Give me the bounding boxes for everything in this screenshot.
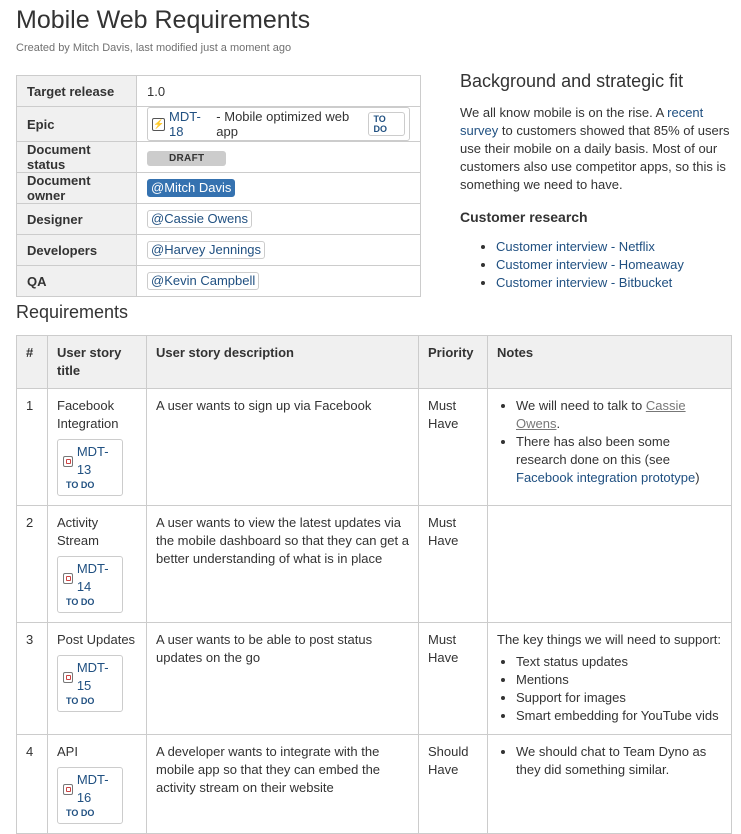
mention-kevin-campbell[interactable]: @Kevin Campbell — [147, 272, 259, 290]
interview-link-netflix[interactable]: Customer interview - Netflix — [496, 239, 655, 254]
status-badge: TO DO — [368, 112, 405, 136]
story-title-cell — [48, 506, 147, 623]
priority: Should Have — [419, 735, 488, 834]
prop-label: Developers — [17, 235, 137, 266]
mention-cassie-owens-link[interactable]: Cassie Owens — [516, 398, 686, 431]
mention-harvey-jennings[interactable]: @Harvey Jennings — [147, 241, 265, 259]
list-item — [496, 256, 684, 274]
prop-value — [137, 142, 421, 173]
jira-issue-card[interactable] — [57, 556, 123, 613]
background-paragraph — [460, 104, 735, 194]
priority: Must Have — [419, 389, 488, 506]
prop-label: Designer — [17, 204, 137, 235]
recent-survey-link[interactable]: recent survey — [460, 105, 704, 138]
column-header: # — [17, 336, 48, 389]
interview-link-homeaway[interactable]: Customer interview - Homeaway — [496, 257, 684, 272]
row-number: 4 — [17, 735, 48, 834]
issue-line — [63, 771, 117, 807]
customer-research-list — [478, 238, 684, 292]
prop-row-epic — [17, 107, 421, 142]
story-description: A developer wants to integrate with the mobile app so that they can embed the activity stream on their website — [147, 735, 419, 834]
background-heading: Background and strategic fit — [460, 71, 684, 91]
prop-value — [137, 173, 421, 204]
issue-line — [63, 659, 117, 695]
prop-label: Document owner — [17, 173, 137, 204]
row-number: 2 — [17, 506, 48, 623]
issue-key-link[interactable]: MDT-14 — [76, 561, 109, 594]
column-header: User story description — [147, 336, 419, 389]
column-header: User story title — [48, 336, 147, 389]
issue-key-link[interactable]: MDT-16 — [76, 772, 109, 805]
epic-key-link[interactable]: MDT-18 — [169, 109, 201, 139]
notes-cell — [488, 735, 732, 834]
epic-summary: - Mobile optimized web app — [216, 109, 350, 139]
list-item — [516, 397, 722, 433]
customer-research-heading: Customer research — [460, 209, 588, 225]
list-item — [496, 238, 684, 256]
prop-value — [137, 235, 421, 266]
priority: Must Have — [419, 623, 488, 735]
note-text: . — [556, 416, 561, 431]
list-item — [496, 274, 684, 292]
jira-issue-card[interactable] — [57, 767, 123, 824]
prop-value — [137, 266, 421, 297]
table-row — [17, 623, 732, 735]
story-icon — [63, 456, 73, 467]
note-text: ) — [695, 470, 700, 485]
column-header: Notes — [488, 336, 732, 389]
issue-key-link[interactable]: MDT-13 — [76, 444, 109, 477]
notes-cell — [488, 506, 732, 623]
priority: Must Have — [419, 506, 488, 623]
list-item — [516, 433, 722, 487]
draft-status-badge: DRAFT — [147, 151, 226, 166]
status-badge: TO DO — [66, 480, 95, 490]
story-icon — [63, 784, 73, 795]
list-item: • Smart embedding for YouTube vids — [516, 707, 722, 725]
prop-label: Epic — [17, 107, 137, 142]
facebook-prototype-link[interactable]: Facebook integration prototype — [516, 470, 696, 485]
story-title-cell — [48, 735, 147, 834]
list-item: • Mentions — [516, 671, 722, 689]
story-icon — [63, 672, 73, 683]
table-row — [17, 506, 732, 623]
mention-cassie-owens[interactable]: @Cassie Owens — [147, 210, 252, 228]
notes-cell — [488, 389, 732, 506]
issue-line — [63, 443, 117, 479]
issue-line — [63, 560, 117, 596]
status-badge: TO DO — [66, 696, 95, 706]
epic-jira-chip[interactable] — [147, 107, 410, 141]
page-byline: Created by Mitch Davis, last modified just a moment ago — [16, 42, 292, 54]
prop-row-developers — [17, 235, 421, 266]
note-text: There has also been some research done on this (see — [516, 434, 670, 467]
jira-issue-card[interactable] — [57, 655, 123, 712]
prop-row-document-owner — [17, 173, 421, 204]
prop-value: 1.0 — [137, 76, 421, 107]
prop-label: QA — [17, 266, 137, 297]
prop-label: Document status — [17, 142, 137, 173]
notes-list — [497, 653, 722, 725]
table-row — [17, 389, 732, 506]
story-description: A user wants to view the latest updates via the mobile dashboard so that they can get a better understanding of what is in place — [147, 506, 419, 623]
table-header-row — [17, 336, 732, 389]
status-badge: TO DO — [66, 597, 95, 607]
page-title: Mobile Web Requirements — [16, 6, 311, 34]
row-number: 1 — [17, 389, 48, 506]
background-text: to customers showed that 85% of users use their mobile on a daily basis. Most of our customers also use competitor apps, so this is something we need to have. — [460, 123, 730, 192]
background-text: We all know mobile is on the rise. A — [460, 105, 668, 120]
prop-row-document-status — [17, 142, 421, 173]
story-title-cell — [48, 389, 147, 506]
list-item: • Text status updates — [516, 653, 722, 671]
story-icon — [63, 573, 73, 584]
issue-key-link[interactable]: MDT-15 — [76, 660, 109, 693]
prop-value — [137, 204, 421, 235]
story-title: Activity Stream — [57, 515, 99, 548]
notes-intro: The key things we will need to support: — [497, 632, 722, 647]
prop-row-target-release — [17, 76, 421, 107]
story-title: Post Updates — [57, 632, 136, 647]
table-row — [17, 735, 732, 834]
prop-row-qa — [17, 266, 421, 297]
story-description: A user wants to be able to post status updates on the go — [147, 623, 419, 735]
interview-link-bitbucket[interactable]: Customer interview - Bitbucket — [496, 275, 673, 290]
status-badge: TO DO — [66, 808, 95, 818]
story-title: Facebook Integration — [57, 398, 119, 431]
requirements-table — [16, 335, 732, 834]
notes-cell — [488, 623, 732, 735]
lightning-icon: ⚡ — [153, 118, 165, 129]
story-title: API — [57, 744, 78, 759]
column-header: Priority — [419, 336, 488, 389]
row-number: 3 — [17, 623, 48, 735]
note-text: We will need to talk to — [516, 398, 646, 413]
properties-table — [16, 75, 421, 297]
prop-label: Target release — [17, 76, 137, 107]
notes-list — [497, 743, 722, 779]
story-description: A user wants to sign up via Facebook — [147, 389, 419, 506]
list-item: • We should chat to Team Dyno as they did something similar. — [516, 743, 722, 779]
mention-mitch-davis[interactable]: @Mitch Davis — [147, 179, 235, 197]
jira-issue-card[interactable] — [57, 439, 123, 496]
requirements-heading: Requirements — [16, 302, 129, 322]
prop-row-designer — [17, 204, 421, 235]
list-item: • Support for images — [516, 689, 722, 707]
prop-value — [137, 107, 421, 142]
story-title-cell — [48, 623, 147, 735]
notes-list — [497, 397, 722, 487]
